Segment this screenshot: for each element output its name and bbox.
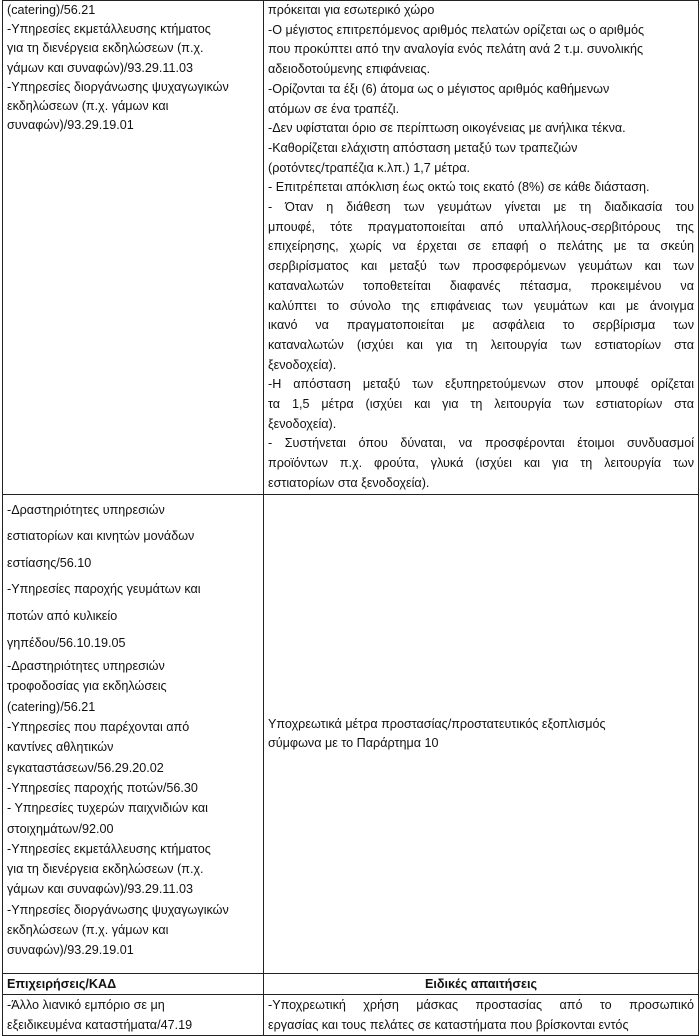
text-line: καλύπτει το σύνολο της επιφάνειας των γευμάτων και με άνοιγμα: [268, 298, 694, 313]
requirements-cell: [264, 1, 699, 495]
text-line: -Δραστηριότητες υπηρεσιών: [7, 502, 165, 517]
text-line: -Η απόσταση μεταξύ των εξυπηρετούμενων στον μπουφέ ορίζεται: [268, 377, 694, 392]
text-line: πρόκειται για εσωτερικό χώρο: [268, 3, 435, 17]
text-line: στοιχημάτων/92.00: [7, 821, 114, 836]
text-line: εκδηλώσεων (π.χ. γάμων και: [7, 99, 169, 114]
text-line: εξειδικευμένα καταστήματα/47.19: [7, 1017, 193, 1032]
table-row: [3, 1, 699, 495]
text-line: ικανό να πραγματοποιείται με ασφάλεια το σερβίρισμα των: [268, 318, 694, 333]
kad-cell: [3, 494, 264, 973]
text-line: (catering)/56.21: [7, 699, 96, 714]
text-line: -Υπηρεσίες εκμετάλλευσης κτήματος: [7, 841, 211, 856]
text-line: ατόμων σε ένα τραπέζι.: [268, 101, 400, 116]
text-line: σερβιρίσματος και μεταξύ των προσφερόμενων γευμάτων και των: [268, 259, 694, 274]
text-line: -Δραστηριότητες υπηρεσιών: [7, 659, 165, 674]
text-line: ποτών από κυλικείο: [7, 608, 118, 623]
text-line: εστίασης/56.10: [7, 555, 92, 570]
text-line: -Υπηρεσίες παροχής ποτών/56.30: [7, 780, 198, 795]
text-line: - Συστήνεται όπου δύναται, να προσφέρονται έτοιμοι συνδυασμοί: [268, 436, 694, 451]
text-line: -Καθορίζεται ελάχιστη απόσταση μεταξύ των τραπεζιών: [268, 140, 578, 155]
text-line: -Υπηρεσίες διοργάνωσης ψυχαγωγικών: [7, 902, 229, 917]
text-line: -Ορίζονται τα έξι (6) άτομα ως ο μέγιστος αριθμός καθήμενων: [268, 81, 610, 96]
column-header-kad: Επιχειρήσεις/ΚΑΔ: [3, 973, 264, 994]
text-line: εγκαταστάσεων/56.29.20.02: [7, 760, 164, 775]
text-line: που προκύπτει από την αναλογία ενός πελάτη ανά 2 τ.μ. συνολικής: [268, 42, 644, 57]
text-line: για τη διενέργεια εκδηλώσεων (π.χ.: [7, 41, 204, 56]
text-line: (ροτόντες/τραπέζια κ.λπ.) 1,7 μέτρα.: [268, 160, 471, 175]
text-line: προϊόντων π.χ. φρούτα, γλυκά (ισχύει και για τη λειτουργία των: [268, 456, 694, 471]
text-line: - Επιτρέπεται απόκλιση έως οκτώ τοις εκατό (8%) σε κάθε διάσταση.: [268, 180, 650, 195]
text-line: -Ο μέγιστος επιτρεπόμενος αριθμός πελατών ορίζεται ως ο αριθμός: [268, 22, 645, 37]
text-line: εστιατορίων και κινητών μονάδων: [7, 529, 195, 544]
requirements-cell: [264, 494, 699, 973]
text-line: γηπέδου/56.10.19.05: [7, 635, 126, 650]
text-line: γάμων και συναφών)/93.29.11.03: [7, 882, 194, 897]
text-line: καταναλωτών (ισχύει και για τη λειτουργία των εστιατορίων στα: [268, 337, 694, 352]
text-line: σύμφωνα με το Παράρτημα 10: [268, 735, 439, 750]
text-line: -Δεν υφίσταται όριο σε περίπτωση οικογένειας με ανήλικα τέκνα.: [268, 121, 626, 136]
text-line: -Υπηρεσίες παροχής γευμάτων και: [7, 582, 201, 597]
text-line: -Άλλο λιανικό εμπόριο σε μη: [7, 997, 165, 1012]
text-line: συναφών)/93.29.19.01: [7, 943, 134, 958]
text-line: ξενοδοχεία).: [268, 357, 337, 372]
text-line: εργασίας και τους πελάτες σε καταστήματα που βρίσκονται εντός: [268, 1017, 629, 1032]
text-line: τα 1,5 μέτρα (ισχύει και για τη λειτουργία των εστιατορίων στα: [268, 397, 694, 412]
table-header-row: [3, 973, 699, 994]
text-line: -Υπηρεσίες εκμετάλλευσης κτήματος: [7, 22, 211, 37]
text-line: -Υπηρεσίες που παρέχονται από: [7, 720, 190, 735]
text-line: αδειοδοτούμενης επιφάνειας.: [268, 62, 431, 77]
text-line: - Υπηρεσίες τυχερών παιχνιδιών και: [7, 801, 208, 816]
text-line: Υποχρεωτικά μέτρα προστασίας/προστατευτικός εξοπλισμός: [268, 716, 606, 731]
text-line: καντίνες αθλητικών: [7, 740, 114, 755]
kad-cell: [3, 994, 264, 1035]
text-line: για τη διενέργεια εκδηλώσεων (π.χ.: [7, 862, 204, 877]
table-row: [3, 994, 699, 1035]
requirements-table: [2, 0, 699, 1036]
text-line: (catering)/56.21: [7, 3, 96, 17]
text-line: -Υπηρεσίες διοργάνωσης ψυχαγωγικών: [7, 79, 229, 94]
text-line: γάμων και συναφών)/93.29.11.03: [7, 60, 194, 75]
text-line: συναφών)/93.29.19.01: [7, 118, 134, 133]
column-header-requirements: Ειδικές απαιτήσεις: [264, 973, 699, 994]
text-line: εστιατορίων στα ξενοδοχεία).: [268, 475, 430, 490]
text-line: ξενοδοχεία).: [268, 416, 337, 431]
text-line: τροφοδοσίας για εκδηλώσεις: [7, 679, 167, 694]
kad-cell: [3, 1, 264, 495]
text-line: καταναλωτών τοποθετείται διαφανές πέτασμα, προκειμένου να: [268, 278, 694, 293]
text-line: -Υποχρεωτική χρήση μάσκας προστασίας από το προσωπικό: [268, 997, 694, 1012]
text-line: - Όταν η διάθεση των γευμάτων γίνεται με τη διαδικασία του: [268, 200, 694, 215]
text-line: εκδηλώσεων (π.χ. γάμων και: [7, 923, 169, 937]
text-line: επιχείρησης, χωρίς να έρχεται σε επαφή ο πελάτης με τα σκεύη: [268, 239, 694, 254]
requirements-cell: [264, 994, 699, 1035]
table-row: [3, 494, 699, 973]
text-line: μπουφέ, τότε πραγματοποιείται από υπαλλήλους-σερβιτόρους της: [268, 219, 694, 234]
